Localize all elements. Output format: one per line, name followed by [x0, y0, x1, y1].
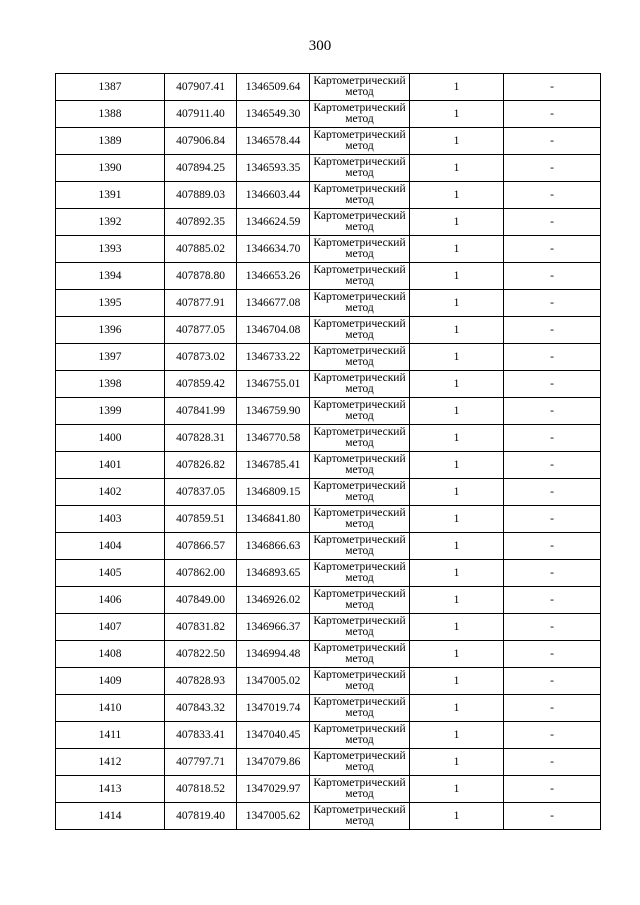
table-row [56, 560, 601, 587]
y-coordinate-cell: 1346733.22 [237, 344, 310, 371]
method-cell: Картометрический метод [310, 290, 410, 317]
method-cell: Картометрический метод [310, 668, 410, 695]
table-row [56, 398, 601, 425]
accuracy-cell: 1 [410, 803, 504, 830]
x-coordinate-cell: 407894.25 [165, 155, 237, 182]
note-cell: - [504, 317, 601, 344]
point-number-cell: 1396 [56, 317, 165, 344]
table-row [56, 614, 601, 641]
x-coordinate-cell: 407818.52 [165, 776, 237, 803]
method-cell: Картометрический метод [310, 587, 410, 614]
page-number: 300 [308, 38, 332, 54]
note-cell: - [504, 263, 601, 290]
table-row [56, 641, 601, 668]
x-coordinate-cell: 407843.32 [165, 695, 237, 722]
method-cell: Картометрический метод [310, 371, 410, 398]
y-coordinate-cell: 1346603.44 [237, 182, 310, 209]
y-coordinate-cell: 1346809.15 [237, 479, 310, 506]
x-coordinate-cell: 407797.71 [165, 749, 237, 776]
x-coordinate-cell: 407877.91 [165, 290, 237, 317]
x-coordinate-cell: 407828.93 [165, 668, 237, 695]
y-coordinate-cell: 1346926.02 [237, 587, 310, 614]
table-row [56, 425, 601, 452]
y-coordinate-cell: 1346994.48 [237, 641, 310, 668]
y-coordinate-cell: 1346759.90 [237, 398, 310, 425]
table-row [56, 236, 601, 263]
y-coordinate-cell: 1346755.01 [237, 371, 310, 398]
accuracy-cell: 1 [410, 155, 504, 182]
accuracy-cell: 1 [410, 74, 504, 101]
accuracy-cell: 1 [410, 101, 504, 128]
y-coordinate-cell: 1346770.58 [237, 425, 310, 452]
table-row [56, 533, 601, 560]
accuracy-cell: 1 [410, 668, 504, 695]
point-number-cell: 1388 [56, 101, 165, 128]
note-cell: - [504, 722, 601, 749]
point-number-cell: 1407 [56, 614, 165, 641]
note-cell: - [504, 128, 601, 155]
coordinates-table-body [56, 74, 601, 830]
accuracy-cell: 1 [410, 506, 504, 533]
method-cell: Картометрический метод [310, 803, 410, 830]
x-coordinate-cell: 407906.84 [165, 128, 237, 155]
x-coordinate-cell: 407866.57 [165, 533, 237, 560]
point-number-cell: 1390 [56, 155, 165, 182]
note-cell: - [504, 479, 601, 506]
y-coordinate-cell: 1346966.37 [237, 614, 310, 641]
table-row [56, 209, 601, 236]
y-coordinate-cell: 1346893.65 [237, 560, 310, 587]
accuracy-cell: 1 [410, 479, 504, 506]
method-cell: Картометрический метод [310, 263, 410, 290]
table-row [56, 776, 601, 803]
accuracy-cell: 1 [410, 749, 504, 776]
point-number-cell: 1400 [56, 425, 165, 452]
note-cell: - [504, 641, 601, 668]
table-row [56, 155, 601, 182]
x-coordinate-cell: 407859.51 [165, 506, 237, 533]
method-cell: Картометрический метод [310, 317, 410, 344]
method-cell: Картометрический метод [310, 398, 410, 425]
point-number-cell: 1391 [56, 182, 165, 209]
note-cell: - [504, 371, 601, 398]
method-cell: Картометрический метод [310, 506, 410, 533]
note-cell: - [504, 587, 601, 614]
accuracy-cell: 1 [410, 209, 504, 236]
note-cell: - [504, 101, 601, 128]
accuracy-cell: 1 [410, 776, 504, 803]
method-cell: Картометрический метод [310, 614, 410, 641]
y-coordinate-cell: 1347029.97 [237, 776, 310, 803]
note-cell: - [504, 776, 601, 803]
accuracy-cell: 1 [410, 263, 504, 290]
accuracy-cell: 1 [410, 560, 504, 587]
y-coordinate-cell: 1347040.45 [237, 722, 310, 749]
x-coordinate-cell: 407892.35 [165, 209, 237, 236]
table-row [56, 128, 601, 155]
point-number-cell: 1411 [56, 722, 165, 749]
accuracy-cell: 1 [410, 317, 504, 344]
note-cell: - [504, 236, 601, 263]
x-coordinate-cell: 407833.41 [165, 722, 237, 749]
method-cell: Картометрический метод [310, 776, 410, 803]
point-number-cell: 1398 [56, 371, 165, 398]
table-row [56, 668, 601, 695]
note-cell: - [504, 506, 601, 533]
point-number-cell: 1397 [56, 344, 165, 371]
note-cell: - [504, 74, 601, 101]
point-number-cell: 1401 [56, 452, 165, 479]
point-number-cell: 1402 [56, 479, 165, 506]
y-coordinate-cell: 1346704.08 [237, 317, 310, 344]
accuracy-cell: 1 [410, 614, 504, 641]
y-coordinate-cell: 1346549.30 [237, 101, 310, 128]
note-cell: - [504, 290, 601, 317]
x-coordinate-cell: 407828.31 [165, 425, 237, 452]
accuracy-cell: 1 [410, 344, 504, 371]
x-coordinate-cell: 407859.42 [165, 371, 237, 398]
point-number-cell: 1405 [56, 560, 165, 587]
x-coordinate-cell: 407822.50 [165, 641, 237, 668]
method-cell: Картометрический метод [310, 344, 410, 371]
table-row [56, 722, 601, 749]
table-row [56, 506, 601, 533]
table-row [56, 749, 601, 776]
method-cell: Картометрический метод [310, 533, 410, 560]
table-row [56, 74, 601, 101]
note-cell: - [504, 344, 601, 371]
y-coordinate-cell: 1347005.02 [237, 668, 310, 695]
coordinates-table [55, 73, 601, 830]
table-row [56, 317, 601, 344]
table-row [56, 182, 601, 209]
accuracy-cell: 1 [410, 533, 504, 560]
note-cell: - [504, 749, 601, 776]
point-number-cell: 1408 [56, 641, 165, 668]
method-cell: Картометрический метод [310, 128, 410, 155]
y-coordinate-cell: 1346866.63 [237, 533, 310, 560]
table-row [56, 371, 601, 398]
note-cell: - [504, 398, 601, 425]
table-row [56, 344, 601, 371]
y-coordinate-cell: 1346634.70 [237, 236, 310, 263]
x-coordinate-cell: 407849.00 [165, 587, 237, 614]
note-cell: - [504, 803, 601, 830]
method-cell: Картометрический метод [310, 236, 410, 263]
table-row [56, 290, 601, 317]
accuracy-cell: 1 [410, 236, 504, 263]
point-number-cell: 1395 [56, 290, 165, 317]
note-cell: - [504, 209, 601, 236]
table-row [56, 479, 601, 506]
method-cell: Картометрический метод [310, 479, 410, 506]
y-coordinate-cell: 1347079.86 [237, 749, 310, 776]
point-number-cell: 1412 [56, 749, 165, 776]
y-coordinate-cell: 1347019.74 [237, 695, 310, 722]
table-row [56, 452, 601, 479]
note-cell: - [504, 695, 601, 722]
point-number-cell: 1392 [56, 209, 165, 236]
method-cell: Картометрический метод [310, 722, 410, 749]
method-cell: Картометрический метод [310, 182, 410, 209]
accuracy-cell: 1 [410, 722, 504, 749]
x-coordinate-cell: 407873.02 [165, 344, 237, 371]
x-coordinate-cell: 407819.40 [165, 803, 237, 830]
point-number-cell: 1399 [56, 398, 165, 425]
y-coordinate-cell: 1346677.08 [237, 290, 310, 317]
point-number-cell: 1413 [56, 776, 165, 803]
table-row [56, 587, 601, 614]
accuracy-cell: 1 [410, 425, 504, 452]
note-cell: - [504, 668, 601, 695]
method-cell: Картометрический метод [310, 101, 410, 128]
accuracy-cell: 1 [410, 371, 504, 398]
point-number-cell: 1414 [56, 803, 165, 830]
point-number-cell: 1393 [56, 236, 165, 263]
accuracy-cell: 1 [410, 695, 504, 722]
point-number-cell: 1409 [56, 668, 165, 695]
point-number-cell: 1394 [56, 263, 165, 290]
y-coordinate-cell: 1346653.26 [237, 263, 310, 290]
x-coordinate-cell: 407841.99 [165, 398, 237, 425]
point-number-cell: 1410 [56, 695, 165, 722]
x-coordinate-cell: 407877.05 [165, 317, 237, 344]
x-coordinate-cell: 407837.05 [165, 479, 237, 506]
x-coordinate-cell: 407907.41 [165, 74, 237, 101]
accuracy-cell: 1 [410, 641, 504, 668]
accuracy-cell: 1 [410, 398, 504, 425]
accuracy-cell: 1 [410, 128, 504, 155]
note-cell: - [504, 614, 601, 641]
note-cell: - [504, 452, 601, 479]
x-coordinate-cell: 407826.82 [165, 452, 237, 479]
x-coordinate-cell: 407911.40 [165, 101, 237, 128]
method-cell: Картометрический метод [310, 560, 410, 587]
x-coordinate-cell: 407885.02 [165, 236, 237, 263]
y-coordinate-cell: 1347005.62 [237, 803, 310, 830]
y-coordinate-cell: 1346841.80 [237, 506, 310, 533]
x-coordinate-cell: 407878.80 [165, 263, 237, 290]
note-cell: - [504, 182, 601, 209]
table-row [56, 695, 601, 722]
accuracy-cell: 1 [410, 290, 504, 317]
method-cell: Картометрический метод [310, 155, 410, 182]
accuracy-cell: 1 [410, 182, 504, 209]
method-cell: Картометрический метод [310, 695, 410, 722]
point-number-cell: 1404 [56, 533, 165, 560]
accuracy-cell: 1 [410, 452, 504, 479]
method-cell: Картометрический метод [310, 209, 410, 236]
point-number-cell: 1389 [56, 128, 165, 155]
y-coordinate-cell: 1346785.41 [237, 452, 310, 479]
x-coordinate-cell: 407831.82 [165, 614, 237, 641]
method-cell: Картометрический метод [310, 641, 410, 668]
method-cell: Картометрический метод [310, 452, 410, 479]
method-cell: Картометрический метод [310, 749, 410, 776]
x-coordinate-cell: 407862.00 [165, 560, 237, 587]
point-number-cell: 1406 [56, 587, 165, 614]
table-row [56, 101, 601, 128]
table-row [56, 263, 601, 290]
note-cell: - [504, 425, 601, 452]
y-coordinate-cell: 1346578.44 [237, 128, 310, 155]
x-coordinate-cell: 407889.03 [165, 182, 237, 209]
y-coordinate-cell: 1346509.64 [237, 74, 310, 101]
note-cell: - [504, 155, 601, 182]
method-cell: Картометрический метод [310, 74, 410, 101]
point-number-cell: 1403 [56, 506, 165, 533]
point-number-cell: 1387 [56, 74, 165, 101]
method-cell: Картометрический метод [310, 425, 410, 452]
accuracy-cell: 1 [410, 587, 504, 614]
table-row [56, 803, 601, 830]
y-coordinate-cell: 1346593.35 [237, 155, 310, 182]
note-cell: - [504, 560, 601, 587]
note-cell: - [504, 533, 601, 560]
y-coordinate-cell: 1346624.59 [237, 209, 310, 236]
